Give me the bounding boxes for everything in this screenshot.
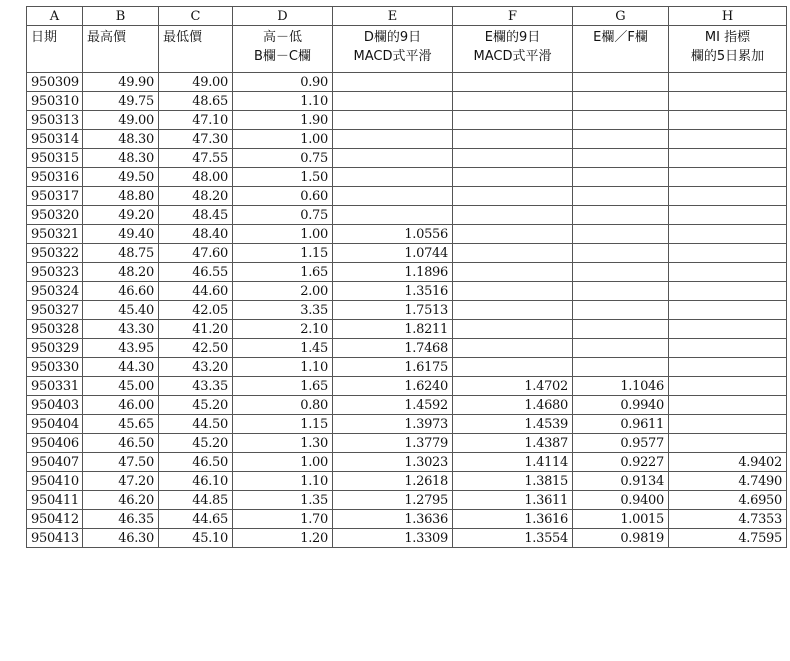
range-cell: 0.75 (233, 149, 333, 168)
range-cell: 0.90 (233, 73, 333, 92)
range-cell: 1.65 (233, 377, 333, 396)
low-cell: 43.35 (159, 377, 233, 396)
table-row (27, 453, 787, 472)
high-cell: 49.75 (83, 92, 159, 111)
mi-cell (669, 339, 787, 358)
date-cell: 950323 (27, 263, 83, 282)
date-cell: 950410 (27, 472, 83, 491)
header-low (159, 26, 233, 73)
ema-d-cell: 1.0556 (333, 225, 453, 244)
column-letter: C (159, 7, 233, 26)
header-text: MACD式平滑 (473, 49, 552, 64)
low-cell: 44.65 (159, 510, 233, 529)
low-cell: 45.20 (159, 396, 233, 415)
header-range (233, 26, 333, 73)
ema-d-cell: 1.2618 (333, 472, 453, 491)
high-cell: 48.20 (83, 263, 159, 282)
ratio-cell: 0.9227 (573, 453, 669, 472)
header-text: 最高價 (87, 30, 127, 45)
ema-d-cell (333, 130, 453, 149)
ratio-cell (573, 130, 669, 149)
high-cell: 43.95 (83, 339, 159, 358)
header-text: B欄－C欄 (254, 49, 311, 64)
low-cell: 46.50 (159, 453, 233, 472)
ema-e-cell: 1.4539 (453, 415, 573, 434)
mi-cell: 4.6950 (669, 491, 787, 510)
date-cell: 950316 (27, 168, 83, 187)
low-cell: 48.00 (159, 168, 233, 187)
ema-e-cell (453, 130, 573, 149)
ratio-cell (573, 339, 669, 358)
ema-e-cell (453, 339, 573, 358)
mi-cell (669, 320, 787, 339)
ema-d-cell (333, 187, 453, 206)
low-cell: 48.45 (159, 206, 233, 225)
table-row (27, 244, 787, 263)
mi-cell (669, 377, 787, 396)
ratio-cell (573, 149, 669, 168)
table-row (27, 187, 787, 206)
ema-e-cell: 1.3611 (453, 491, 573, 510)
high-cell: 43.30 (83, 320, 159, 339)
header-ema9-d (333, 26, 453, 73)
mi-indicator-table (26, 6, 787, 548)
high-cell: 44.30 (83, 358, 159, 377)
column-letter: F (453, 7, 573, 26)
column-letter-row (27, 7, 787, 26)
range-cell: 1.10 (233, 472, 333, 491)
mi-cell (669, 244, 787, 263)
mi-cell (669, 434, 787, 453)
header-text: E欄／F欄 (593, 30, 648, 45)
high-cell: 45.65 (83, 415, 159, 434)
mi-cell (669, 301, 787, 320)
range-cell: 1.00 (233, 225, 333, 244)
table-row (27, 396, 787, 415)
ema-e-cell (453, 73, 573, 92)
ratio-cell (573, 282, 669, 301)
date-cell: 950406 (27, 434, 83, 453)
range-cell: 0.75 (233, 206, 333, 225)
table-row (27, 320, 787, 339)
low-cell: 45.20 (159, 434, 233, 453)
low-cell: 46.55 (159, 263, 233, 282)
ratio-cell (573, 358, 669, 377)
mi-cell (669, 130, 787, 149)
date-cell: 950412 (27, 510, 83, 529)
ema-d-cell (333, 111, 453, 130)
table-row (27, 92, 787, 111)
ema-d-cell: 1.3779 (333, 434, 453, 453)
ema-e-cell: 1.3554 (453, 529, 573, 548)
low-cell: 47.30 (159, 130, 233, 149)
table-row (27, 472, 787, 491)
range-cell: 1.90 (233, 111, 333, 130)
range-cell: 1.00 (233, 130, 333, 149)
range-cell: 1.65 (233, 263, 333, 282)
table-row (27, 415, 787, 434)
ema-e-cell (453, 358, 573, 377)
low-cell: 48.40 (159, 225, 233, 244)
ratio-cell (573, 111, 669, 130)
ema-e-cell: 1.4702 (453, 377, 573, 396)
ratio-cell: 0.9577 (573, 434, 669, 453)
ema-d-cell (333, 149, 453, 168)
ema-d-cell: 1.8211 (333, 320, 453, 339)
mi-cell (669, 225, 787, 244)
ema-e-cell (453, 282, 573, 301)
low-cell: 47.60 (159, 244, 233, 263)
range-cell: 1.20 (233, 529, 333, 548)
ema-e-cell (453, 320, 573, 339)
table-row (27, 206, 787, 225)
ema-e-cell: 1.4387 (453, 434, 573, 453)
ema-e-cell (453, 111, 573, 130)
ema-d-cell: 1.3309 (333, 529, 453, 548)
date-cell: 950328 (27, 320, 83, 339)
date-cell: 950313 (27, 111, 83, 130)
mi-cell (669, 73, 787, 92)
low-cell: 42.05 (159, 301, 233, 320)
low-cell: 47.55 (159, 149, 233, 168)
mi-cell (669, 396, 787, 415)
header-mi (669, 26, 787, 73)
date-cell: 950411 (27, 491, 83, 510)
ema-d-cell: 1.1896 (333, 263, 453, 282)
high-cell: 45.00 (83, 377, 159, 396)
high-cell: 49.50 (83, 168, 159, 187)
range-cell: 1.50 (233, 168, 333, 187)
ema-e-cell: 1.4680 (453, 396, 573, 415)
high-cell: 46.20 (83, 491, 159, 510)
column-letter: G (573, 7, 669, 26)
high-cell: 48.75 (83, 244, 159, 263)
table-row (27, 111, 787, 130)
low-cell: 45.10 (159, 529, 233, 548)
mi-cell (669, 415, 787, 434)
range-cell: 3.35 (233, 301, 333, 320)
date-cell: 950324 (27, 282, 83, 301)
table-row (27, 377, 787, 396)
date-cell: 950309 (27, 73, 83, 92)
high-cell: 49.00 (83, 111, 159, 130)
table-row (27, 434, 787, 453)
ema-d-cell: 1.7513 (333, 301, 453, 320)
ratio-cell (573, 73, 669, 92)
ema-d-cell: 1.2795 (333, 491, 453, 510)
table-row (27, 263, 787, 282)
low-cell: 41.20 (159, 320, 233, 339)
table-row (27, 358, 787, 377)
date-cell: 950404 (27, 415, 83, 434)
table-body (27, 73, 787, 548)
high-cell: 48.80 (83, 187, 159, 206)
ratio-cell (573, 263, 669, 282)
low-cell: 46.10 (159, 472, 233, 491)
table-row (27, 168, 787, 187)
mi-cell (669, 168, 787, 187)
ema-e-cell (453, 301, 573, 320)
date-cell: 950331 (27, 377, 83, 396)
range-cell: 2.10 (233, 320, 333, 339)
ema-e-cell: 1.4114 (453, 453, 573, 472)
table-row (27, 130, 787, 149)
header-text: E欄的9日 (484, 30, 541, 45)
header-text: 最低價 (163, 30, 203, 45)
table-row (27, 510, 787, 529)
ema-e-cell (453, 263, 573, 282)
mi-cell (669, 358, 787, 377)
ema-d-cell: 1.3636 (333, 510, 453, 529)
high-cell: 47.20 (83, 472, 159, 491)
range-cell: 1.15 (233, 415, 333, 434)
high-cell: 49.20 (83, 206, 159, 225)
mi-cell (669, 149, 787, 168)
date-cell: 950314 (27, 130, 83, 149)
high-cell: 46.60 (83, 282, 159, 301)
table-row (27, 339, 787, 358)
range-cell: 2.00 (233, 282, 333, 301)
table-row (27, 282, 787, 301)
ratio-cell: 0.9611 (573, 415, 669, 434)
header-high (83, 26, 159, 73)
ema-d-cell: 1.3516 (333, 282, 453, 301)
mi-cell (669, 111, 787, 130)
date-cell: 950327 (27, 301, 83, 320)
header-text: 欄的5日累加 (690, 49, 765, 64)
ema-d-cell: 1.3973 (333, 415, 453, 434)
date-cell: 950320 (27, 206, 83, 225)
table-row (27, 225, 787, 244)
date-cell: 950310 (27, 92, 83, 111)
range-cell: 1.10 (233, 358, 333, 377)
high-cell: 46.00 (83, 396, 159, 415)
ema-e-cell (453, 92, 573, 111)
low-cell: 48.65 (159, 92, 233, 111)
table-row (27, 149, 787, 168)
column-letter: E (333, 7, 453, 26)
date-cell: 950413 (27, 529, 83, 548)
high-cell: 46.50 (83, 434, 159, 453)
ema-d-cell (333, 92, 453, 111)
low-cell: 43.20 (159, 358, 233, 377)
ratio-cell: 1.1046 (573, 377, 669, 396)
date-cell: 950403 (27, 396, 83, 415)
ema-e-cell: 1.3616 (453, 510, 573, 529)
header-text: D欄的9日 (363, 30, 422, 45)
ema-d-cell (333, 168, 453, 187)
low-cell: 44.60 (159, 282, 233, 301)
header-ratio (573, 26, 669, 73)
date-cell: 950330 (27, 358, 83, 377)
date-cell: 950329 (27, 339, 83, 358)
header-text: MACD式平滑 (353, 49, 432, 64)
table-row (27, 491, 787, 510)
mi-cell: 4.7595 (669, 529, 787, 548)
ratio-cell (573, 244, 669, 263)
ema-d-cell: 1.7468 (333, 339, 453, 358)
low-cell: 44.85 (159, 491, 233, 510)
mi-cell (669, 282, 787, 301)
low-cell: 42.50 (159, 339, 233, 358)
header-date (27, 26, 83, 73)
ratio-cell (573, 225, 669, 244)
ema-e-cell (453, 244, 573, 263)
ema-e-cell: 1.3815 (453, 472, 573, 491)
high-cell: 47.50 (83, 453, 159, 472)
mi-cell (669, 187, 787, 206)
ema-d-cell: 1.6240 (333, 377, 453, 396)
ratio-cell (573, 187, 669, 206)
date-cell: 950315 (27, 149, 83, 168)
ema-d-cell: 1.3023 (333, 453, 453, 472)
header-text: 高－低 (262, 30, 302, 45)
range-cell: 1.30 (233, 434, 333, 453)
range-cell: 1.15 (233, 244, 333, 263)
column-letter: D (233, 7, 333, 26)
column-header-row (27, 26, 787, 73)
ema-e-cell (453, 206, 573, 225)
range-cell: 0.80 (233, 396, 333, 415)
low-cell: 48.20 (159, 187, 233, 206)
column-letter: A (27, 7, 83, 26)
low-cell: 47.10 (159, 111, 233, 130)
date-cell: 950321 (27, 225, 83, 244)
ema-d-cell (333, 206, 453, 225)
high-cell: 46.30 (83, 529, 159, 548)
table-row (27, 73, 787, 92)
column-letter: B (83, 7, 159, 26)
spreadsheet (26, 6, 787, 548)
high-cell: 49.90 (83, 73, 159, 92)
ratio-cell (573, 320, 669, 339)
mi-cell: 4.7490 (669, 472, 787, 491)
high-cell: 48.30 (83, 130, 159, 149)
mi-cell (669, 206, 787, 225)
header-text: MI 指標 (704, 30, 751, 45)
ratio-cell (573, 301, 669, 320)
ratio-cell: 0.9400 (573, 491, 669, 510)
ema-d-cell: 1.6175 (333, 358, 453, 377)
mi-cell (669, 263, 787, 282)
high-cell: 45.40 (83, 301, 159, 320)
low-cell: 44.50 (159, 415, 233, 434)
date-cell: 950322 (27, 244, 83, 263)
range-cell: 1.35 (233, 491, 333, 510)
range-cell: 1.00 (233, 453, 333, 472)
table-row (27, 301, 787, 320)
high-cell: 49.40 (83, 225, 159, 244)
ratio-cell: 0.9940 (573, 396, 669, 415)
mi-cell (669, 92, 787, 111)
ratio-cell: 0.9819 (573, 529, 669, 548)
ratio-cell: 0.9134 (573, 472, 669, 491)
column-letter: H (669, 7, 787, 26)
range-cell: 1.10 (233, 92, 333, 111)
ema-d-cell: 1.0744 (333, 244, 453, 263)
table-row (27, 529, 787, 548)
date-cell: 950317 (27, 187, 83, 206)
ema-e-cell (453, 225, 573, 244)
range-cell: 0.60 (233, 187, 333, 206)
header-text: 日期 (31, 30, 58, 45)
ratio-cell (573, 206, 669, 225)
ratio-cell (573, 168, 669, 187)
high-cell: 48.30 (83, 149, 159, 168)
high-cell: 46.35 (83, 510, 159, 529)
ratio-cell: 1.0015 (573, 510, 669, 529)
ema-d-cell: 1.4592 (333, 396, 453, 415)
low-cell: 49.00 (159, 73, 233, 92)
ema-e-cell (453, 187, 573, 206)
ema-e-cell (453, 168, 573, 187)
ema-d-cell (333, 73, 453, 92)
ratio-cell (573, 92, 669, 111)
header-ema9-e (453, 26, 573, 73)
mi-cell: 4.9402 (669, 453, 787, 472)
range-cell: 1.70 (233, 510, 333, 529)
range-cell: 1.45 (233, 339, 333, 358)
date-cell: 950407 (27, 453, 83, 472)
ema-e-cell (453, 149, 573, 168)
mi-cell: 4.7353 (669, 510, 787, 529)
